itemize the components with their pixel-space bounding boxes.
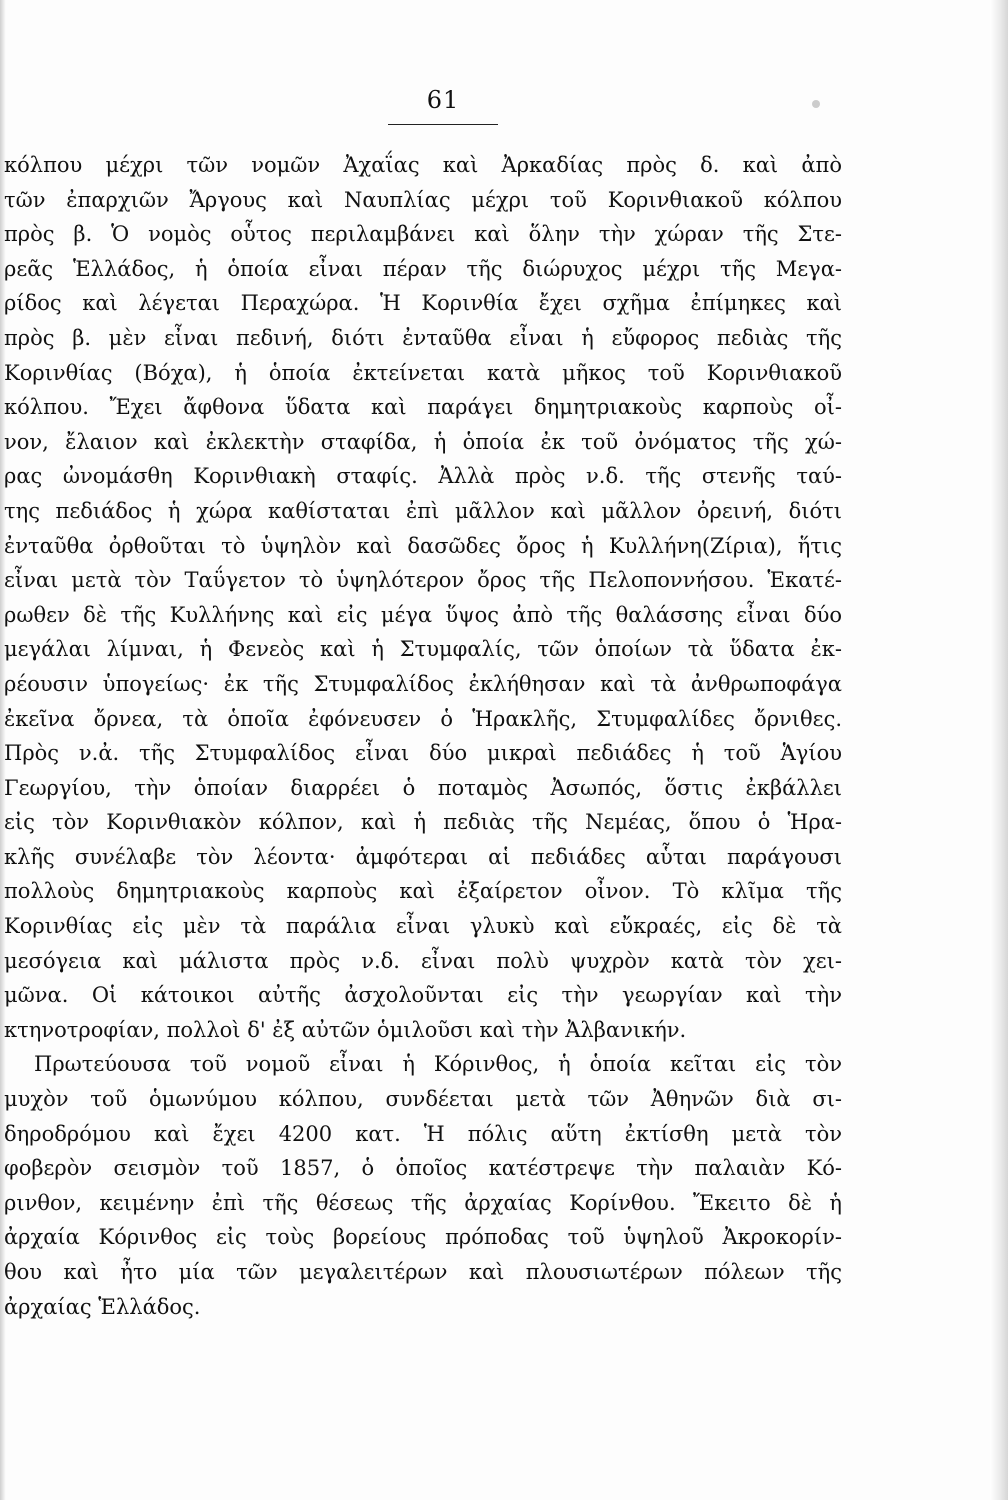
text-line: νον, ἔλαιον καὶ ἐκλεκτὴν σταφίδα, ἡ ὁποία ἐκ τοῦ ὀνόματος τῆς χώ-: [4, 429, 842, 454]
text-line: ρωθεν δὲ τῆς Κυλλήνης καὶ εἰς μέγα ὕψος ἀπὸ τῆς θαλάσσης εἶναι δύο: [4, 602, 842, 627]
text-line: δηροδρόμου καὶ ἔχει 4200 κατ. Ἡ πόλις αὕτη ἐκτίσθη μετὰ τὸν: [4, 1121, 842, 1146]
page-edge-shadow: [990, 0, 1008, 1500]
text-line-paragraph-start: Πρωτεύουσα τοῦ νομοῦ εἶναι ἡ Κόρινθος, ἡ ὁποία κεῖται εἰς τὸν: [34, 1052, 842, 1077]
text-line: φοβερὸν σεισμὸν τοῦ 1857, ὁ ὁποῖος κατέστρεψε τὴν παλαιὰν Κό-: [4, 1156, 842, 1181]
text-line: θου καὶ ἦτο μία τῶν μεγαλειτέρων καὶ πλουσιωτέρων πόλεων τῆς: [4, 1260, 842, 1284]
text-line: κόλπου μέχρι τῶν νομῶν Ἀχαΐας καὶ Ἀρκαδίας πρὸς δ. καὶ ἀπὸ: [4, 153, 842, 177]
text-line: ρινθον, κειμένην ἐπὶ τῆς θέσεως τῆς ἀρχαίας Κορίνθου. Ἔκειτο δὲ ἡ: [4, 1190, 842, 1215]
body-text: [4, 148, 842, 1324]
text-line: πρὸς β. Ὁ νομὸς οὗτος περιλαμβάνει καὶ ὅλην τὴν χώραν τῆς Στε-: [4, 222, 842, 247]
text-line: Κορινθίας (Βόχα), ἡ ὁποία ἐκτείνεται κατὰ μῆκος τοῦ Κορινθιακοῦ: [4, 360, 842, 385]
text-line: Πρὸς ν.ἀ. τῆς Στυμφαλίδος εἶναι δύο μικραὶ πεδιάδες ἡ τοῦ Ἁγίου: [4, 741, 842, 766]
text-line: πολλοὺς δημητριακοὺς καρποὺς καὶ ἐξαίρετον οἶνον. Τὸ κλῖμα τῆς: [4, 879, 842, 904]
text-line: μυχὸν τοῦ ὁμωνύμου κόλπου, συνδέεται μετὰ τῶν Ἀθηνῶν διὰ σι-: [4, 1087, 842, 1112]
text-line: πρὸς β. μὲν εἶναι πεδινή, διότι ἐνταῦθα εἶναι ἡ εὔφορος πεδιὰς τῆς: [4, 325, 842, 350]
text-line: μεγάλαι λίμναι, ἡ Φενεὸς καὶ ἡ Στυμφαλίς, τῶν ὁποίων τὰ ὕδατα ἐκ-: [4, 637, 842, 662]
text-line: τῶν ἐπαρχιῶν Ἄργους καὶ Ναυπλίας μέχρι τοῦ Κορινθιακοῦ κόλπου: [4, 187, 842, 212]
text-line: ρεᾶς Ἑλλάδος, ἡ ὁποία εἶναι πέραν τῆς διώρυχος μέχρι τῆς Μεγα-: [4, 256, 842, 281]
text-line: εἶναι μετὰ τὸν Ταΰγετον τὸ ὑψηλότερον ὄρος τῆς Πελοποννήσου. Ἑκατέ-: [4, 568, 842, 593]
page-number: 61: [426, 86, 460, 114]
text-line: ἀρχαίας Ἑλλάδος.: [4, 1294, 201, 1319]
text-line: μεσόγεια καὶ μάλιστα πρὸς ν.δ. εἶναι πολὺ ψυχρὸν κατὰ τὸν χει-: [4, 948, 842, 973]
text-line: ἐκεῖνα ὄρνεα, τὰ ὁποῖα ἐφόνευσεν ὁ Ἡρακλῆς, Στυμφαλίδες ὄρνιθες.: [4, 706, 842, 731]
text-line: ἐνταῦθα ὀρθοῦται τὸ ὑψηλὸν καὶ δασῶδες ὄρος ἡ Κυλλήνη(Ζίρια), ἥτις: [4, 533, 842, 558]
text-line: ρας ὠνομάσθη Κορινθιακὴ σταφίς. Ἀλλὰ πρὸς ν.δ. τῆς στενῆς ταύ-: [4, 464, 842, 489]
text-line: ρέουσιν ὑπογείως· ἐκ τῆς Στυμφαλίδος ἐκλήθησαν καὶ τὰ ἀνθρωποφάγα: [4, 671, 842, 696]
text-line: κτηνοτροφίαν, πολλοὶ δ' ἐξ αὐτῶν ὁμιλοῦσι καὶ τὴν Ἀλβανικήν.: [4, 1017, 687, 1042]
text-line: ρίδος καὶ λέγεται Περαχώρα. Ἡ Κορινθία ἔχει σχῆμα ἐπίμηκες καὶ: [4, 291, 842, 316]
text-line: Γεωργίου, τὴν ὁποίαν διαρρέει ὁ ποταμὸς Ἀσωπός, ὅστις ἐκβάλλει: [4, 775, 842, 800]
text-line: μῶνα. Οἱ κάτοικοι αὐτῆς ἀσχολοῦνται εἰς τὴν γεωργίαν καὶ τὴν: [4, 983, 842, 1008]
text-line: ἀρχαία Κόρινθος εἰς τοὺς βορείους πρόποδας τοῦ ὑψηλοῦ Ἀκροκορίν-: [4, 1225, 842, 1250]
text-line: της πεδιάδος ἡ χώρα καθίσταται ἐπὶ μᾶλλον καὶ μᾶλλον ὀρεινή, διότι: [4, 498, 842, 523]
page-number-rule: [388, 124, 498, 125]
text-line: Κορινθίας εἰς μὲν τὰ παράλια εἶναι γλυκὺ καὶ εὔκραές, εἰς δὲ τὰ: [4, 914, 842, 939]
text-line: κλῆς συνέλαβε τὸν λέοντα· ἀμφότεραι αἱ πεδιάδες αὗται παράγουσι: [4, 844, 842, 869]
text-line: εἰς τὸν Κορινθιακὸν κόλπον, καὶ ἡ πεδιὰς τῆς Νεμέας, ὅπου ὁ Ἡρα-: [4, 810, 842, 835]
text-line: κόλπου. Ἔχει ἄφθονα ὕδατα καὶ παράγει δημητριακοὺς καρποὺς οἶ-: [4, 395, 842, 420]
